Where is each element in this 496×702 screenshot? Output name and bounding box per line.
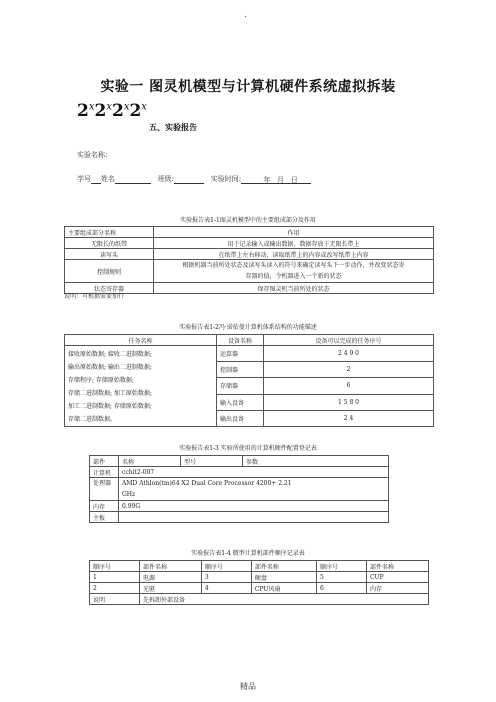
table2-device-cell: 控制器: [217, 362, 264, 378]
table3-cell: [119, 512, 389, 523]
table2-task-numbers: 2: [264, 362, 434, 378]
footer-text: 精品: [240, 682, 256, 691]
table2-header-cell: 任务名称: [65, 335, 217, 346]
task-line: 存储程序; 存储原始数据;: [68, 377, 134, 384]
table2: [64, 334, 434, 427]
math-base: 2: [77, 101, 89, 121]
task-line: 输出原始数据; 输出二进制数据;: [68, 364, 152, 371]
name-label: 姓名: [101, 175, 115, 183]
table3-cell: cchit2-007: [119, 467, 389, 478]
year-label: 年: [263, 176, 271, 184]
table4-cell: 内存: [366, 583, 428, 594]
table-row: [90, 583, 429, 594]
table4-header-cell: 部件名称: [139, 561, 201, 572]
table4-cell: 5: [317, 572, 367, 583]
table-row: [90, 512, 389, 523]
table4-cell: 电源: [139, 572, 201, 583]
table3-header-cell: 参数: [243, 456, 389, 467]
table4-cell: 硬盘: [251, 572, 316, 583]
table3-cell-line: GHz: [122, 491, 136, 498]
table4-note-label: 说明: [90, 594, 140, 605]
header-dot: .: [244, 10, 247, 20]
math-exp: x: [123, 101, 130, 113]
table1-cell: 控制规则: [65, 260, 154, 283]
table-row: [65, 335, 434, 346]
class-field[interactable]: [174, 175, 204, 184]
table-row: [65, 227, 434, 238]
table-row: [90, 501, 389, 512]
table3-header-cell: 名称: [119, 456, 181, 467]
table1-cell: 无限长的纸带: [65, 238, 154, 249]
table4-header-cell: 顺序号: [90, 561, 140, 572]
table-row: [90, 467, 389, 478]
table3-header-cell: 型号: [181, 456, 243, 467]
student-info-line: [77, 174, 311, 184]
math-expression: [77, 101, 147, 121]
table1-cell: 用于记录输入或输出数据，数据存放于无限长带上: [154, 238, 434, 249]
task-line: 存储二进制数据; 加工原始数据;: [68, 390, 152, 397]
table2-tasks-cell: [65, 346, 217, 427]
section-heading: 五、实验报告: [149, 123, 197, 132]
table4-cell: 光驱: [139, 583, 201, 594]
table4-note: 先拆卸外部设备: [139, 594, 428, 605]
table1-note: 说明：可根据需要加行: [64, 293, 125, 300]
table3-cell-line: AMD Athlon(tm)64 X2 Dual Core Processor 4200+ 2.21: [122, 480, 292, 487]
table-row: [65, 249, 434, 260]
table3-caption: 实验报告表1-3 实验所使用的计算机硬件配置登记表: [179, 445, 317, 452]
table1-cell: 状态寄存器: [65, 283, 154, 294]
page-title: 实验一 图灵机模型与计算机硬件系统虚拟拆装: [100, 79, 396, 95]
table1-cell: 保存图灵机当前所处的状态: [154, 283, 434, 294]
table3-header-cell: 部件: [90, 456, 119, 467]
table3-cell: 主板: [90, 512, 119, 523]
table1-cell: 读写头: [65, 249, 154, 260]
table4-header-cell: 部件名称: [366, 561, 428, 572]
table-row: [90, 561, 429, 572]
table4-header-cell: 部件名称: [251, 561, 316, 572]
table2-device-cell: 运算器: [217, 346, 264, 362]
table2-device-cell: 输入设备: [217, 394, 264, 410]
table4-cell: 4: [201, 583, 251, 594]
table1-cell-line: 根据机器当前所处状态及读写头读入的符号来确定读写头下一步动作，并改变状态寄: [182, 262, 405, 269]
math-base: 2: [129, 101, 142, 121]
math-base: 2: [94, 101, 107, 121]
table2-task-numbers: 6: [264, 378, 434, 394]
table-row: [90, 594, 429, 605]
table2-caption: 实验报告表1-2冯·诺依曼计算机体系结构的功能描述: [179, 324, 317, 331]
table1-cell-line: 存器的值，令机器进入一个新的状态: [245, 273, 342, 280]
table1-header-cell: 作用: [154, 227, 434, 238]
table3-cell: 0.99G: [119, 501, 389, 512]
student-id-label: 学号: [77, 175, 91, 183]
table4-cell: 6: [317, 583, 367, 594]
table-row: [90, 456, 389, 467]
table2-header-cell: 设备可以完成的任务序号: [264, 335, 434, 346]
table2-task-numbers: 2 4: [264, 410, 434, 426]
task-line: 存储二进制数据。: [68, 416, 117, 423]
day-label: 日: [290, 176, 298, 184]
table3-cell: 处理器: [90, 478, 119, 501]
math-exp: x: [141, 101, 147, 113]
table1: [64, 226, 434, 294]
month-label: 月: [277, 176, 285, 184]
table3-cell: 计算机: [90, 467, 119, 478]
name-field[interactable]: [115, 175, 151, 184]
table1-header-cell: 主要组成部分名称: [65, 227, 154, 238]
table4-cell: 2: [90, 583, 140, 594]
table4-cell: CUP: [366, 572, 428, 583]
table3-cell: [119, 478, 389, 501]
table4-cell: 1: [90, 572, 140, 583]
table-row: [90, 572, 429, 583]
experiment-name-label: 实验名称:: [77, 151, 108, 159]
table1-cell: [154, 260, 434, 283]
table4-caption: 实验报告表1-4 微型计算机部件顺序记录表: [191, 550, 305, 557]
table2-device-cell: 输出设备: [217, 410, 264, 426]
task-line: 加工二进制数据; 存储原始数据;: [68, 403, 152, 410]
table4-cell: CPU风扇: [251, 583, 316, 594]
time-label: 实验时间:: [210, 175, 242, 183]
math-base: 2: [111, 101, 124, 121]
table4-header-cell: 顺序号: [201, 561, 251, 572]
table-row: [65, 260, 434, 283]
table4-header-cell: 顺序号: [317, 561, 367, 572]
math-exp: x: [88, 101, 95, 113]
table-row: [65, 346, 434, 362]
math-exp: x: [106, 101, 112, 113]
table2-device-cell: 存储器: [217, 378, 264, 394]
class-label: 班级:: [157, 175, 175, 183]
table2-task-numbers: 1 5 8 0: [264, 394, 434, 410]
table-row: [90, 478, 389, 501]
table3-cell: 内存: [90, 501, 119, 512]
table2-header-cell: 设备名称: [217, 335, 264, 346]
table4: [89, 560, 429, 605]
table1-caption: 实验报告表1-1图灵机模型中的主要组成部分及作用: [180, 217, 316, 224]
table2-task-numbers: 2 4 9 0: [264, 346, 434, 362]
student-id-field[interactable]: [91, 175, 101, 184]
table3: [89, 455, 389, 523]
table4-cell: 3: [201, 572, 251, 583]
table1-cell: 在纸带上左右移动，读取纸带上的内容或改写纸带上内容: [154, 249, 434, 260]
task-line: 接收原始数据; 接收二进制数据;: [68, 351, 152, 358]
time-field[interactable]: [241, 175, 311, 184]
table-row: [65, 238, 434, 249]
